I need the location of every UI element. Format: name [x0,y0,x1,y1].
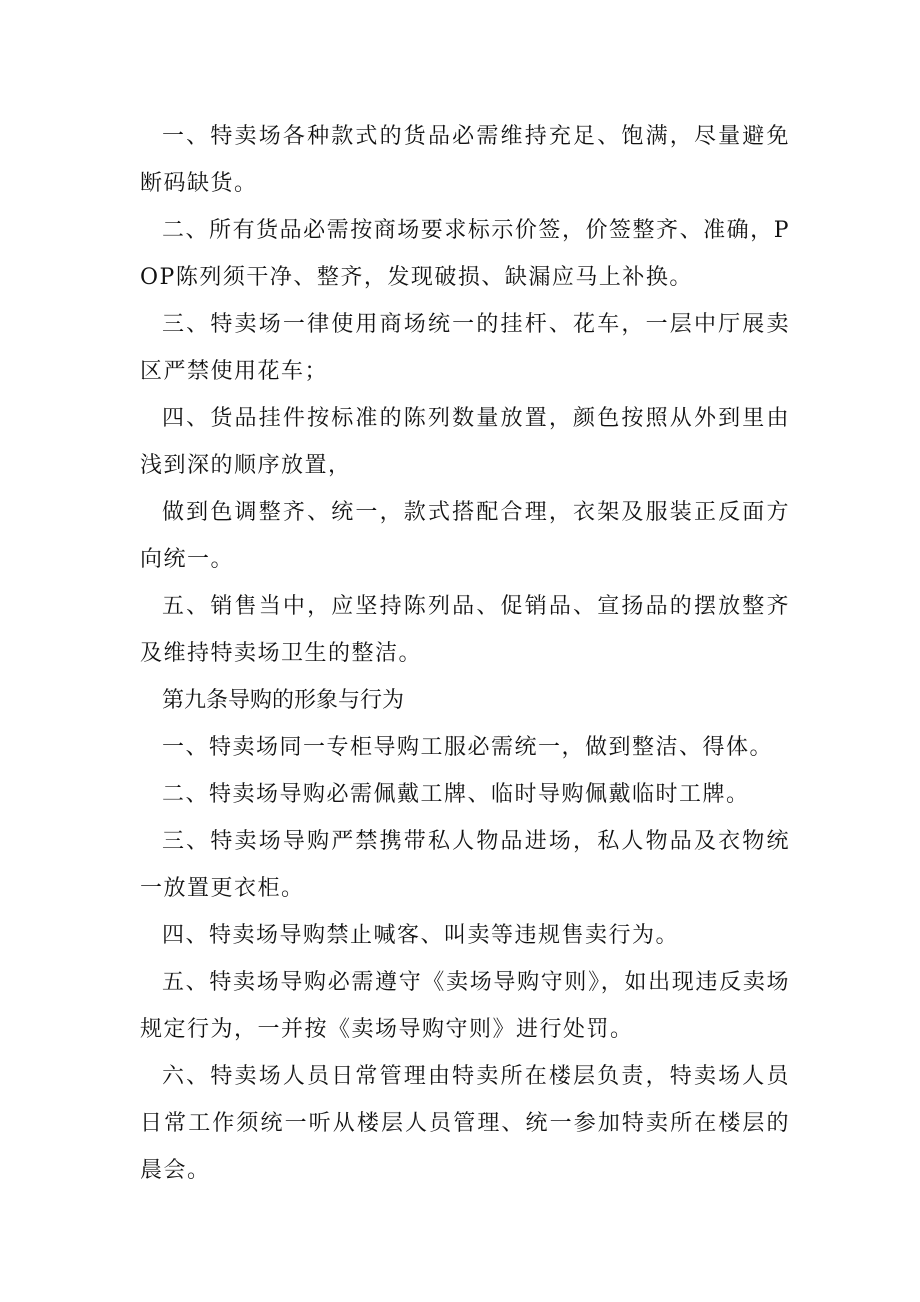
paragraph-uniform: 一、特卖场同一专柜导购工服必需统一，做到整洁、得体。 [162,735,774,760]
paragraph-daily-management: 六、特卖场人员日常管理由特卖所在楼层负责，特卖场人员日常工作须统一听从楼层人员管理、统一参加特卖所在楼层的晨会。 [140,1064,790,1183]
paragraph-cleanliness: 五、销售当中，应坚持陈列品、促销品、宣扬品的摆放整齐及维持特卖场卫生的整洁。 [140,594,790,666]
paragraph-color-order: 四、货品挂件按标准的陈列数量放置，颜色按照从外到里由浅到深的顺序放置， [140,406,790,478]
paragraph-rules-compliance: 五、特卖场导购必需遵守《卖场导购守则》，如出现违反卖场规定行为，一并按《卖场导购守则》进行处罚。 [140,970,790,1042]
section-heading-article-nine: 第九条导购的形象与行为 [162,688,405,713]
paragraph-color-consistency: 做到色调整齐、统一，款式搭配合理，衣架及服装正反面方向统一。 [140,500,790,572]
document-body [140,113,790,1194]
paragraph-stock-requirement: 一、特卖场各种款式的货品必需维持充足、饱满，尽量避免断码缺货。 [140,124,790,196]
paragraph-display-racks: 三、特卖场一律使用商场统一的挂杆、花车，一层中厅展卖区严禁使用花车； [140,312,790,384]
paragraph-no-shouting: 四、特卖场导购禁止喊客、叫卖等违规售卖行为。 [162,923,680,948]
paragraph-personal-items: 三、特卖场导购严禁携带私人物品进场，私人物品及衣物统一放置更衣柜。 [140,829,790,901]
paragraph-price-tags: 二、所有货品必需按商场要求标示价签，价签整齐、准确，POP陈列须干净、整齐，发现破损、缺漏应马上补换。 [140,218,790,290]
paragraph-badge: 二、特卖场导购必需佩戴工牌、临时导购佩戴临时工牌。 [162,782,750,807]
